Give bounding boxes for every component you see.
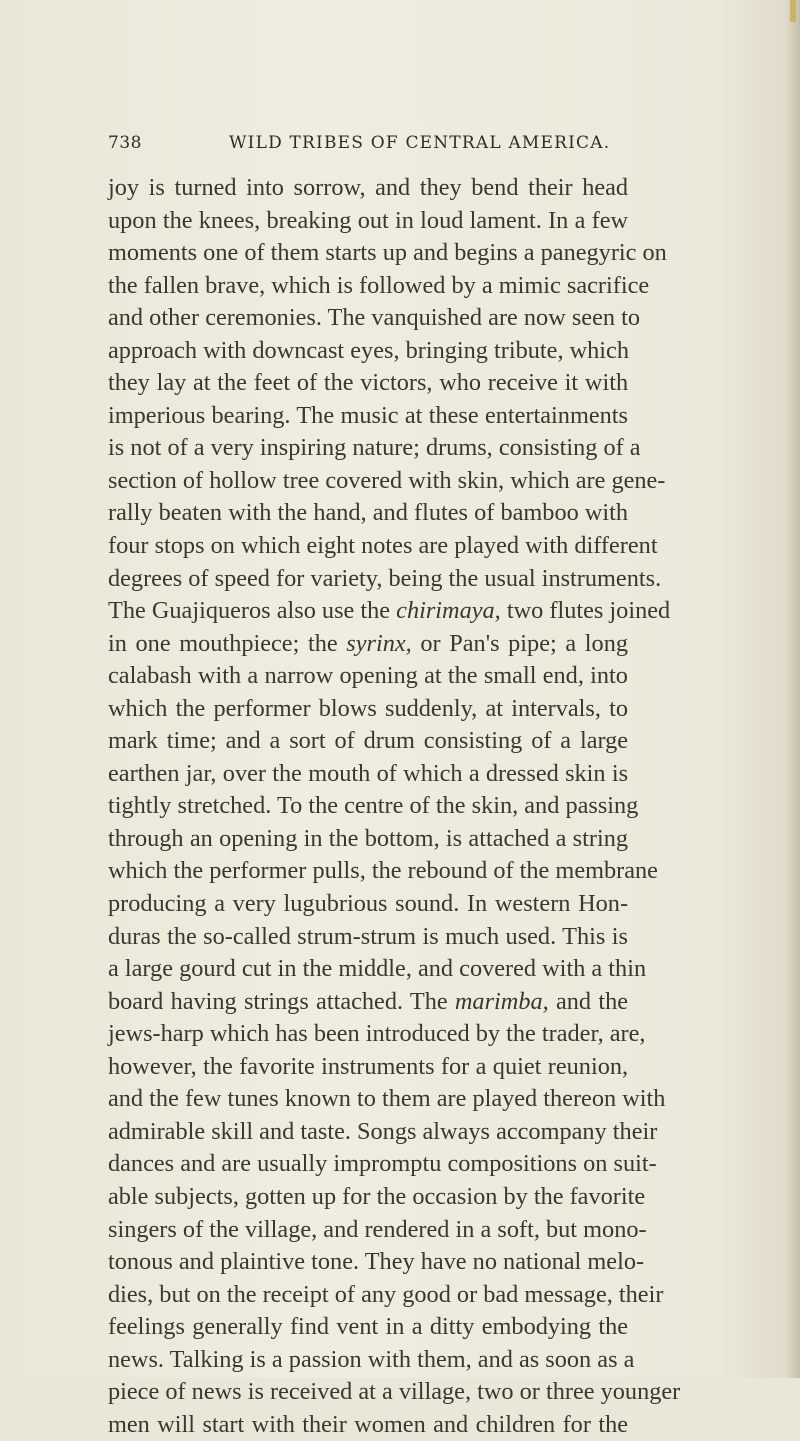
text-line: singers of the village, and rendered in a soft, but mono- (108, 1215, 647, 1243)
text-line: tightly stretched. To the centre of the skin, and passing (108, 792, 639, 820)
text-line: dances and are usually impromptu compositions on suit- (108, 1150, 657, 1178)
corner-mark (790, 0, 796, 22)
text-line: board having strings attached. The marimba, and the (108, 987, 628, 1015)
text-line: calabash with a narrow opening at the small end, into (108, 662, 628, 690)
text-line: four stops on which eight notes are played with different (108, 532, 658, 560)
text-line: jews-harp which has been introduced by the trader, are, (108, 1020, 646, 1048)
text-line: section of hollow tree covered with skin, which are gene- (108, 466, 666, 494)
text-line: is not of a very inspiring nature; drums, consisting of a (108, 434, 641, 462)
text-line: and other ceremonies. The vanquished are now seen to (108, 304, 640, 332)
text-line: The Guajiqueros also use the chirimaya, two flutes joined (108, 597, 671, 625)
text-line: duras the so-called strum-strum is much used. This is (108, 922, 628, 950)
text-line: dies, but on the receipt of any good or bad message, their (108, 1280, 664, 1308)
text-line: which the performer blows suddenly, at intervals, to (108, 694, 629, 722)
text-line: joy is turned into sorrow, and they bend their head (108, 174, 629, 201)
text-line: imperious bearing. The music at these entertainments (108, 401, 628, 429)
text-line: piece of news is received at a village, two or three younger (108, 1378, 681, 1406)
text-line: moments one of them starts up and begins a panegyric on (108, 239, 667, 267)
text-line: producing a very lugubrious sound. In western Hon- (108, 890, 629, 918)
text-line: upon the knees, breaking out in loud lament. In a few (108, 206, 629, 234)
text-line: however, the favorite instruments for a quiet reunion, (108, 1052, 629, 1080)
text-line: in one mouthpiece; the syrinx, or Pan's pipe; a long (108, 629, 628, 657)
text-line: news. Talking is a passion with them, and as soon as a (108, 1345, 635, 1373)
text-line: mark time; and a sort of drum consisting of a large (108, 727, 629, 755)
running-head: WILD TRIBES OF CENTRAL AMERICA. (229, 133, 611, 153)
text-line: they lay at the feet of the victors, who receive it with (108, 369, 629, 397)
text-line: through an opening in the bottom, is attached a string (108, 824, 629, 852)
text-line: earthen jar, over the mouth of which a dressed skin is (108, 759, 629, 787)
page-number: 738 (108, 133, 142, 153)
text-line: degrees of speed for variety, being the usual instruments. (108, 564, 662, 592)
text-line: which the performer pulls, the rebound of the membrane (108, 857, 658, 885)
text-line: the fallen brave, which is followed by a mimic sacrifice (108, 271, 650, 299)
text-line: admirable skill and taste. Songs always accompany their (108, 1117, 658, 1145)
text-line: and the few tunes known to them are played thereon with (108, 1085, 666, 1113)
text-line: approach with downcast eyes, bringing tribute, which (108, 336, 629, 364)
text-line: tonous and plaintive tone. They have no national melo- (108, 1248, 645, 1276)
text-line: a large gourd cut in the middle, and covered with a thin (108, 955, 647, 983)
text-line: rally beaten with the hand, and flutes of bamboo with (108, 499, 629, 527)
text-line: feelings generally find vent in a ditty embodying the (108, 1313, 629, 1341)
body-text (108, 172, 681, 1441)
page-edge-shadow (786, 0, 800, 1378)
text-line: men will start with their women and children for the (108, 1410, 629, 1438)
text-line: able subjects, gotten up for the occasion by the favorite (108, 1182, 646, 1210)
